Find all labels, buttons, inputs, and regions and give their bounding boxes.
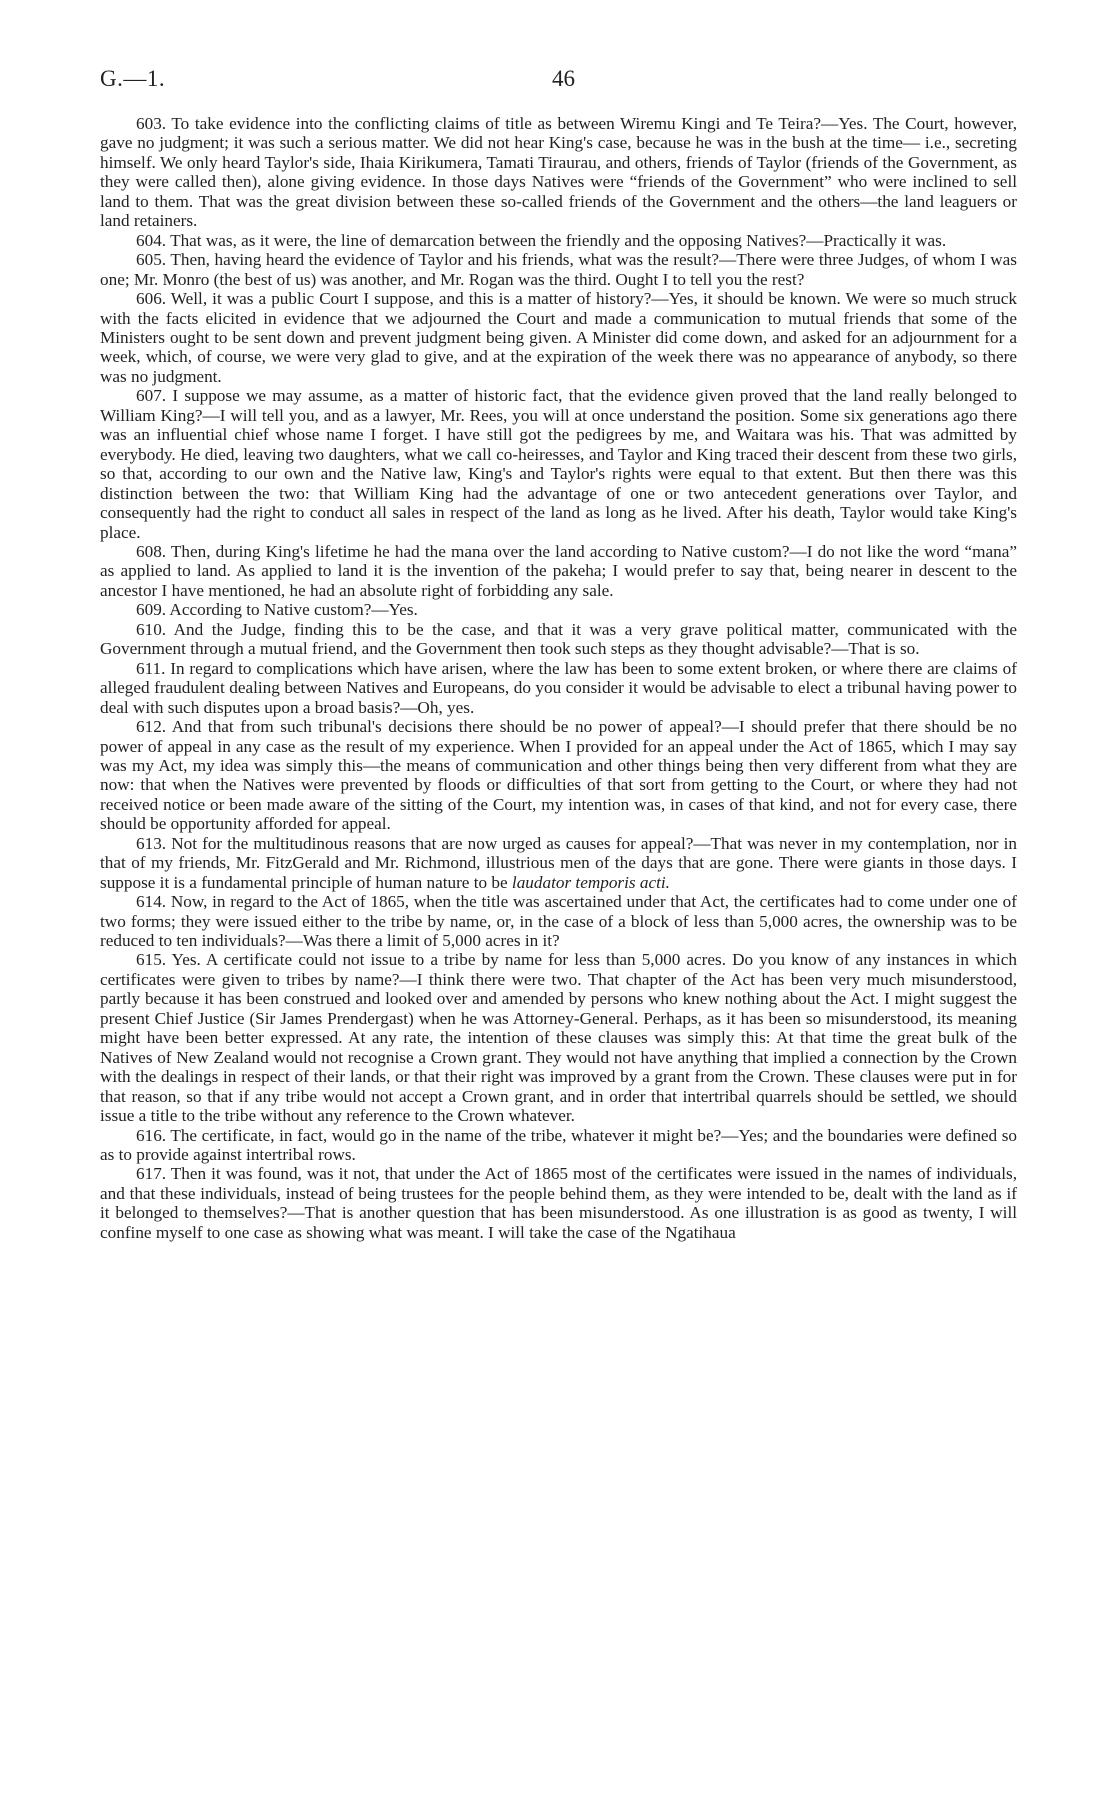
paragraph-613-latin-phrase: laudator temporis acti. [511, 872, 670, 892]
paragraph-613-text: 613. Not for the multitudinous reasons that are now urged as causes for appeal?—That was never in my contemplation, nor in that of my friends, Mr. FitzGerald and Mr. Richmond, illustrious men of the days that are gone. There were giants in those days. I suppose it is a fundamental principle of human nature to be [100, 833, 1017, 892]
paragraph-607: 607. I suppose we may assume, as a matter of historic fact, that the evidence given proved that the land really belonged to William King?—I will tell you, and as a lawyer, Mr. Rees, you will at once understand the position. Some six generations ago there was an influential chief whose name I forget. I have still got the pedigrees by me, and Waitara was his. That was admitted by everybody. He died, leaving two daughters, what we call co-heiresses, and Taylor and King traced their descent from these two girls, so that, according to our own and the Native law, King's and Taylor's rights were equal to that extent. But then there was this distinction between the two: that William King had the advantage of one or two antecedent generations over Taylor, and consequently had the right to conduct all sales in respect of the land as long as he lived. After his death, Taylor would take King's place. [100, 386, 1017, 542]
paragraph-611: 611. In regard to complications which have arisen, where the law has been to some extent broken, or where there are claims of alleged fraudulent dealing between Natives and Europeans, do you consider it would be advisable to elect a tribunal having power to deal with such disputes upon a broad basis?—Oh, yes. [100, 658, 1017, 717]
paragraph-610: 610. And the Judge, finding this to be the case, and that it was a very grave political matter, communicated with the Government through a mutual friend, and the Government then took such steps as they thought advisable?—That is so. [100, 619, 1017, 659]
document-reference: G.—1. [100, 66, 166, 91]
paragraph-617: 617. Then it was found, was it not, that under the Act of 1865 most of the certificates were issued in the names of individuals, and that these individuals, instead of being trustees for the people behind them, as they were intended to be, dealt with the land as if it belonged to themselves?—That is another question that has been misunderstood. As one illustration is as good as twenty, I will confine myself to one case as showing what was meant. I will take the case of the Ngatihaua [100, 1164, 1017, 1242]
paragraph-605: 605. Then, having heard the evidence of Taylor and his friends, what was the result?—There were three Judges, of whom I was one; Mr. Monro (the best of us) was another, and Mr. Rogan was the third. Ought I to tell you the rest? [100, 250, 1017, 289]
page-header [100, 66, 1020, 96]
paragraph-614: 614. Now, in regard to the Act of 1865, when the title was ascertained under that Act, the certificates had to come under one of two forms; they were issued either to the tribe by name, or, in the case of a block of less than 5,000 acres, the ownership was to be reduced to ten individuals?—Was there a limit of 5,000 acres in it? [100, 892, 1017, 951]
paragraph-606: 606. Well, it was a public Court I suppose, and this is a matter of history?—Yes, it should be known. We were so much struck with the facts elicited in evidence that we adjourned the Court and made a communication to mutual friends that some of the Ministers ought to be sent down and prevent judgment being given. A Minister did come down, and asked for an adjournment for a week, which, of course, we were very glad to give, and at the expiration of the week there was no appearance of anybody, so there was no judgment. [100, 289, 1017, 386]
paragraph-616: 616. The certificate, in fact, would go in the name of the tribe, whatever it might be?—Yes; and the boundaries were defined so as to provide against intertribal rows. [100, 1125, 1017, 1165]
paragraph-613 [100, 834, 1017, 892]
paragraph-608: 608. Then, during King's lifetime he had the mana over the land according to Native custom?—I do not like the word “mana” as applied to land. As applied to land it is the invention of the pakeha; I would prefer to say that, being nearer in descent to the ancestor I have mentioned, he had an absolute right of forbidding any sale. [100, 541, 1017, 600]
paragraph-612: 612. And that from such tribunal's decisions there should be no power of appeal?—I should prefer that there should be no power of appeal in any case as the result of my experience. When I provided for an appeal under the Act of 1865, which I may say was my Act, my idea was simply this—the means of communication and other things being then very different from what they are now: that when the Natives were prevented by floods or difficulties of that sort from getting to the Court, or where they had not received notice or been made aware of the sitting of the Court, my intention was, in cases of that kind, and not for every case, there should be opportunity afforded for appeal. [100, 717, 1017, 834]
paragraph-609: 609. According to Native custom?—Yes. [136, 600, 418, 620]
paragraph-603: 603. To take evidence into the conflicting claims of title as between Wiremu Kingi and Te Teira?—Yes. The Court, however, gave no judgment; it was such a serious matter. We did not hear King's case, because he was in the bush at the time— i.e., secreting himself. We only heard Taylor's side, Ihaia Kirikumera, Tamati Tiraurau, and others, friends of Taylor (friends of the Government, as they were called then), alone giving evidence. In those days Natives were “friends of the Government” who were inclined to sell land to them. That was the great division between these so-called friends of the Government and the others—the land leaguers or land retainers. [100, 114, 1017, 231]
paragraph-604: 604. That was, as it were, the line of demarcation between the friendly and the opposing Natives?—Practically it was. [136, 230, 947, 250]
body-text [100, 114, 1017, 1242]
page-number: 46 [552, 66, 575, 91]
paragraph-615: 615. Yes. A certificate could not issue to a tribe by name for less than 5,000 acres. Do you know of any instances in which certificates were given to tribes by name?—I think there were two. That chapter of the Act has been very much misunderstood, partly because it has been construed and looked over and amended by persons who knew nothing about the Act. I might suggest the present Chief Justice (Sir James Prendergast) when he was Attorney-General. Perhaps, as it has been so misunderstood, its meaning might have been better expressed. At any rate, the intention of these clauses was simply this: At that time the great bulk of the Natives of New Zealand would not recognise a Crown grant. They would not have anything that implied a connection by the Crown with the dealings in respect of their lands, or that their right was improved by a grant from the Crown. These clauses were put in for that reason, so that if any tribe would not accept a Crown grant, and in order that intertribal quarrels should be settled, we should issue a title to the tribe without any reference to the Crown whatever. [100, 950, 1017, 1126]
